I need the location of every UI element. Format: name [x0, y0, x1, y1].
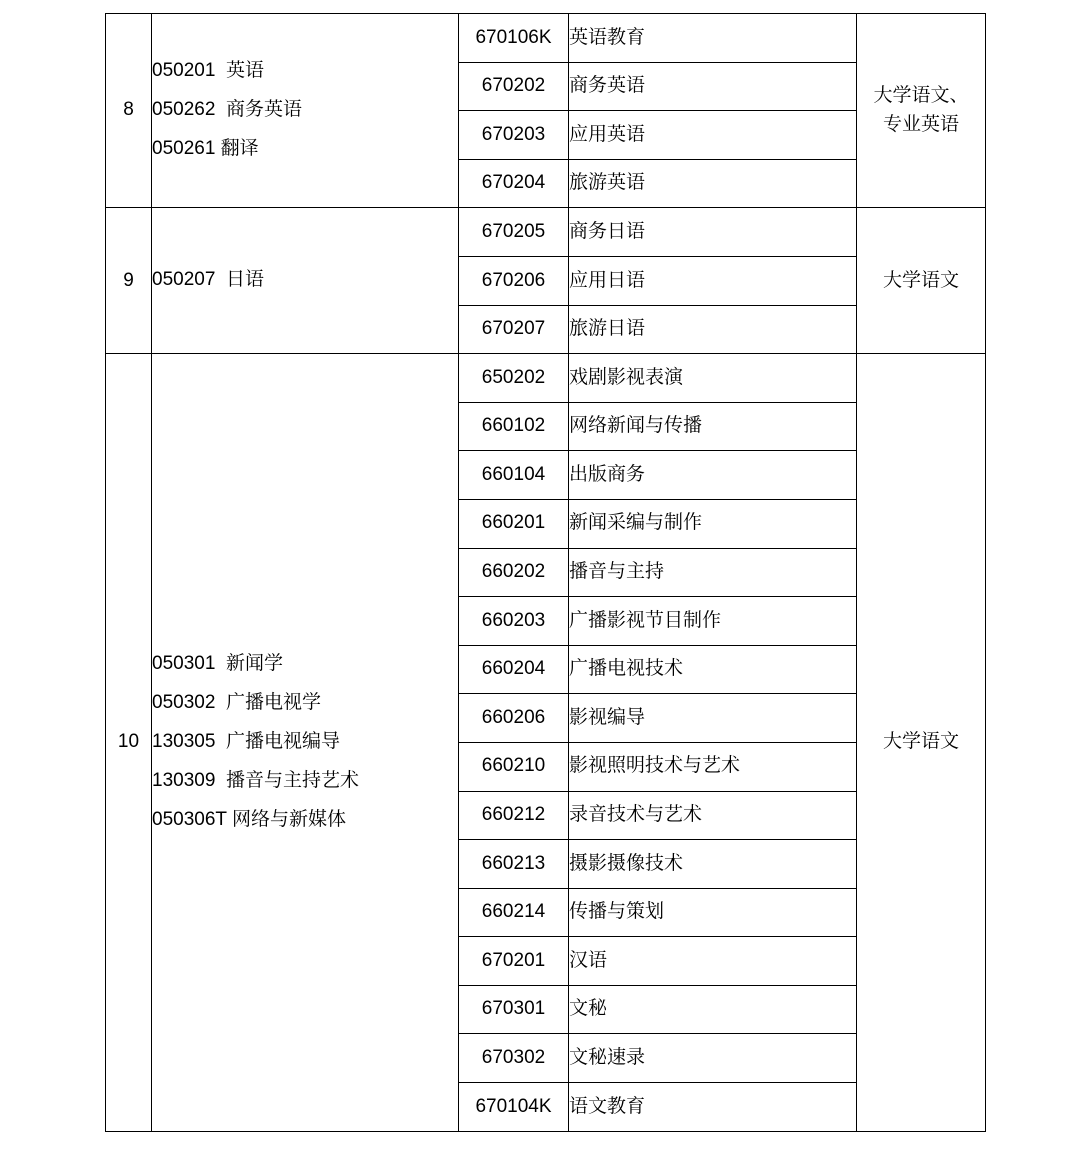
- major-code: 660212: [459, 791, 569, 840]
- major-name: 旅游英语: [569, 159, 857, 208]
- major-name: 戏剧影视表演: [569, 354, 857, 403]
- exam-subject-line: 大学语文: [882, 731, 959, 753]
- major-code: 670206: [459, 256, 569, 305]
- major-code: 670205: [459, 208, 569, 257]
- major-code: 660213: [459, 840, 569, 889]
- undergrad-major-line: 050201 英语: [152, 60, 264, 82]
- major-name: 语文教育: [569, 1083, 857, 1132]
- major-name: 播音与主持: [569, 548, 857, 597]
- major-name: 影视编导: [569, 694, 857, 743]
- major-code: 660204: [459, 645, 569, 694]
- exam-subjects: [857, 14, 986, 208]
- major-name: 应用日语: [569, 256, 857, 305]
- major-code: 670106K: [459, 14, 569, 63]
- major-name: 录音技术与艺术: [569, 791, 857, 840]
- major-code: 660104: [459, 451, 569, 500]
- undergrad-major-line: 050302 广播电视学: [152, 692, 321, 713]
- major-name: 传播与策划: [569, 888, 857, 937]
- table-row: [106, 354, 986, 403]
- group-index: 9: [106, 208, 152, 354]
- major-code: 670302: [459, 1034, 569, 1083]
- major-name: 汉语: [569, 937, 857, 986]
- exam-subject-line: 大学语文: [882, 269, 959, 291]
- major-code: 660102: [459, 402, 569, 451]
- major-code: 660202: [459, 548, 569, 597]
- major-name: 网络新闻与传播: [569, 402, 857, 451]
- major-code: 670207: [459, 305, 569, 354]
- major-name: 文秘: [569, 985, 857, 1034]
- exam-subject-line: 大学语文、: [873, 85, 969, 107]
- major-name: 文秘速录: [569, 1034, 857, 1083]
- major-name: 英语教育: [569, 14, 857, 63]
- major-name: 广播电视技术: [569, 645, 857, 694]
- major-name: 新闻采编与制作: [569, 499, 857, 548]
- major-code: 670301: [459, 985, 569, 1034]
- major-name: 旅游日语: [569, 305, 857, 354]
- major-name: 影视照明技术与艺术: [569, 742, 857, 791]
- major-code: 670104K: [459, 1083, 569, 1132]
- major-name: 商务英语: [569, 62, 857, 111]
- undergrad-major-line: 050262 商务英语: [152, 99, 302, 121]
- major-name: 摄影摄像技术: [569, 840, 857, 889]
- group-index: 8: [106, 14, 152, 208]
- group-index: 10: [106, 354, 152, 1132]
- major-name: 出版商务: [569, 451, 857, 500]
- major-code: 670203: [459, 111, 569, 160]
- undergrad-major-line: 050261 翻译: [152, 138, 259, 160]
- major-name: 商务日语: [569, 208, 857, 257]
- major-code: 660201: [459, 499, 569, 548]
- undergrad-major-line: 050301 新闻学: [152, 653, 283, 675]
- table-row: [106, 14, 986, 63]
- table-row: [106, 208, 986, 257]
- exam-subjects: [857, 208, 986, 354]
- exam-subjects: [857, 354, 986, 1132]
- major-code: 660203: [459, 597, 569, 646]
- major-code: 670202: [459, 62, 569, 111]
- major-name: 应用英语: [569, 111, 857, 160]
- major-code: 660206: [459, 694, 569, 743]
- major-code: 660210: [459, 742, 569, 791]
- group-undergrad-majors: [152, 14, 459, 208]
- major-code: 670204: [459, 159, 569, 208]
- undergrad-major-line: 130309 播音与主持艺术: [152, 769, 359, 791]
- major-code: 650202: [459, 354, 569, 403]
- undergrad-major-line: 130305 广播电视编导: [152, 730, 340, 752]
- major-code: 670201: [459, 937, 569, 986]
- exam-subject-line: 专业英语: [882, 113, 959, 135]
- major-name: 广播影视节目制作: [569, 597, 857, 646]
- group-undergrad-majors: [152, 354, 459, 1132]
- undergrad-major-line: 050207 日语: [152, 269, 264, 291]
- table-body: [106, 14, 986, 1132]
- majors-correspondence-table: [105, 13, 986, 1132]
- undergrad-major-line: 050306T 网络与新媒体: [152, 808, 346, 830]
- group-undergrad-majors: [152, 208, 459, 354]
- major-code: 660214: [459, 888, 569, 937]
